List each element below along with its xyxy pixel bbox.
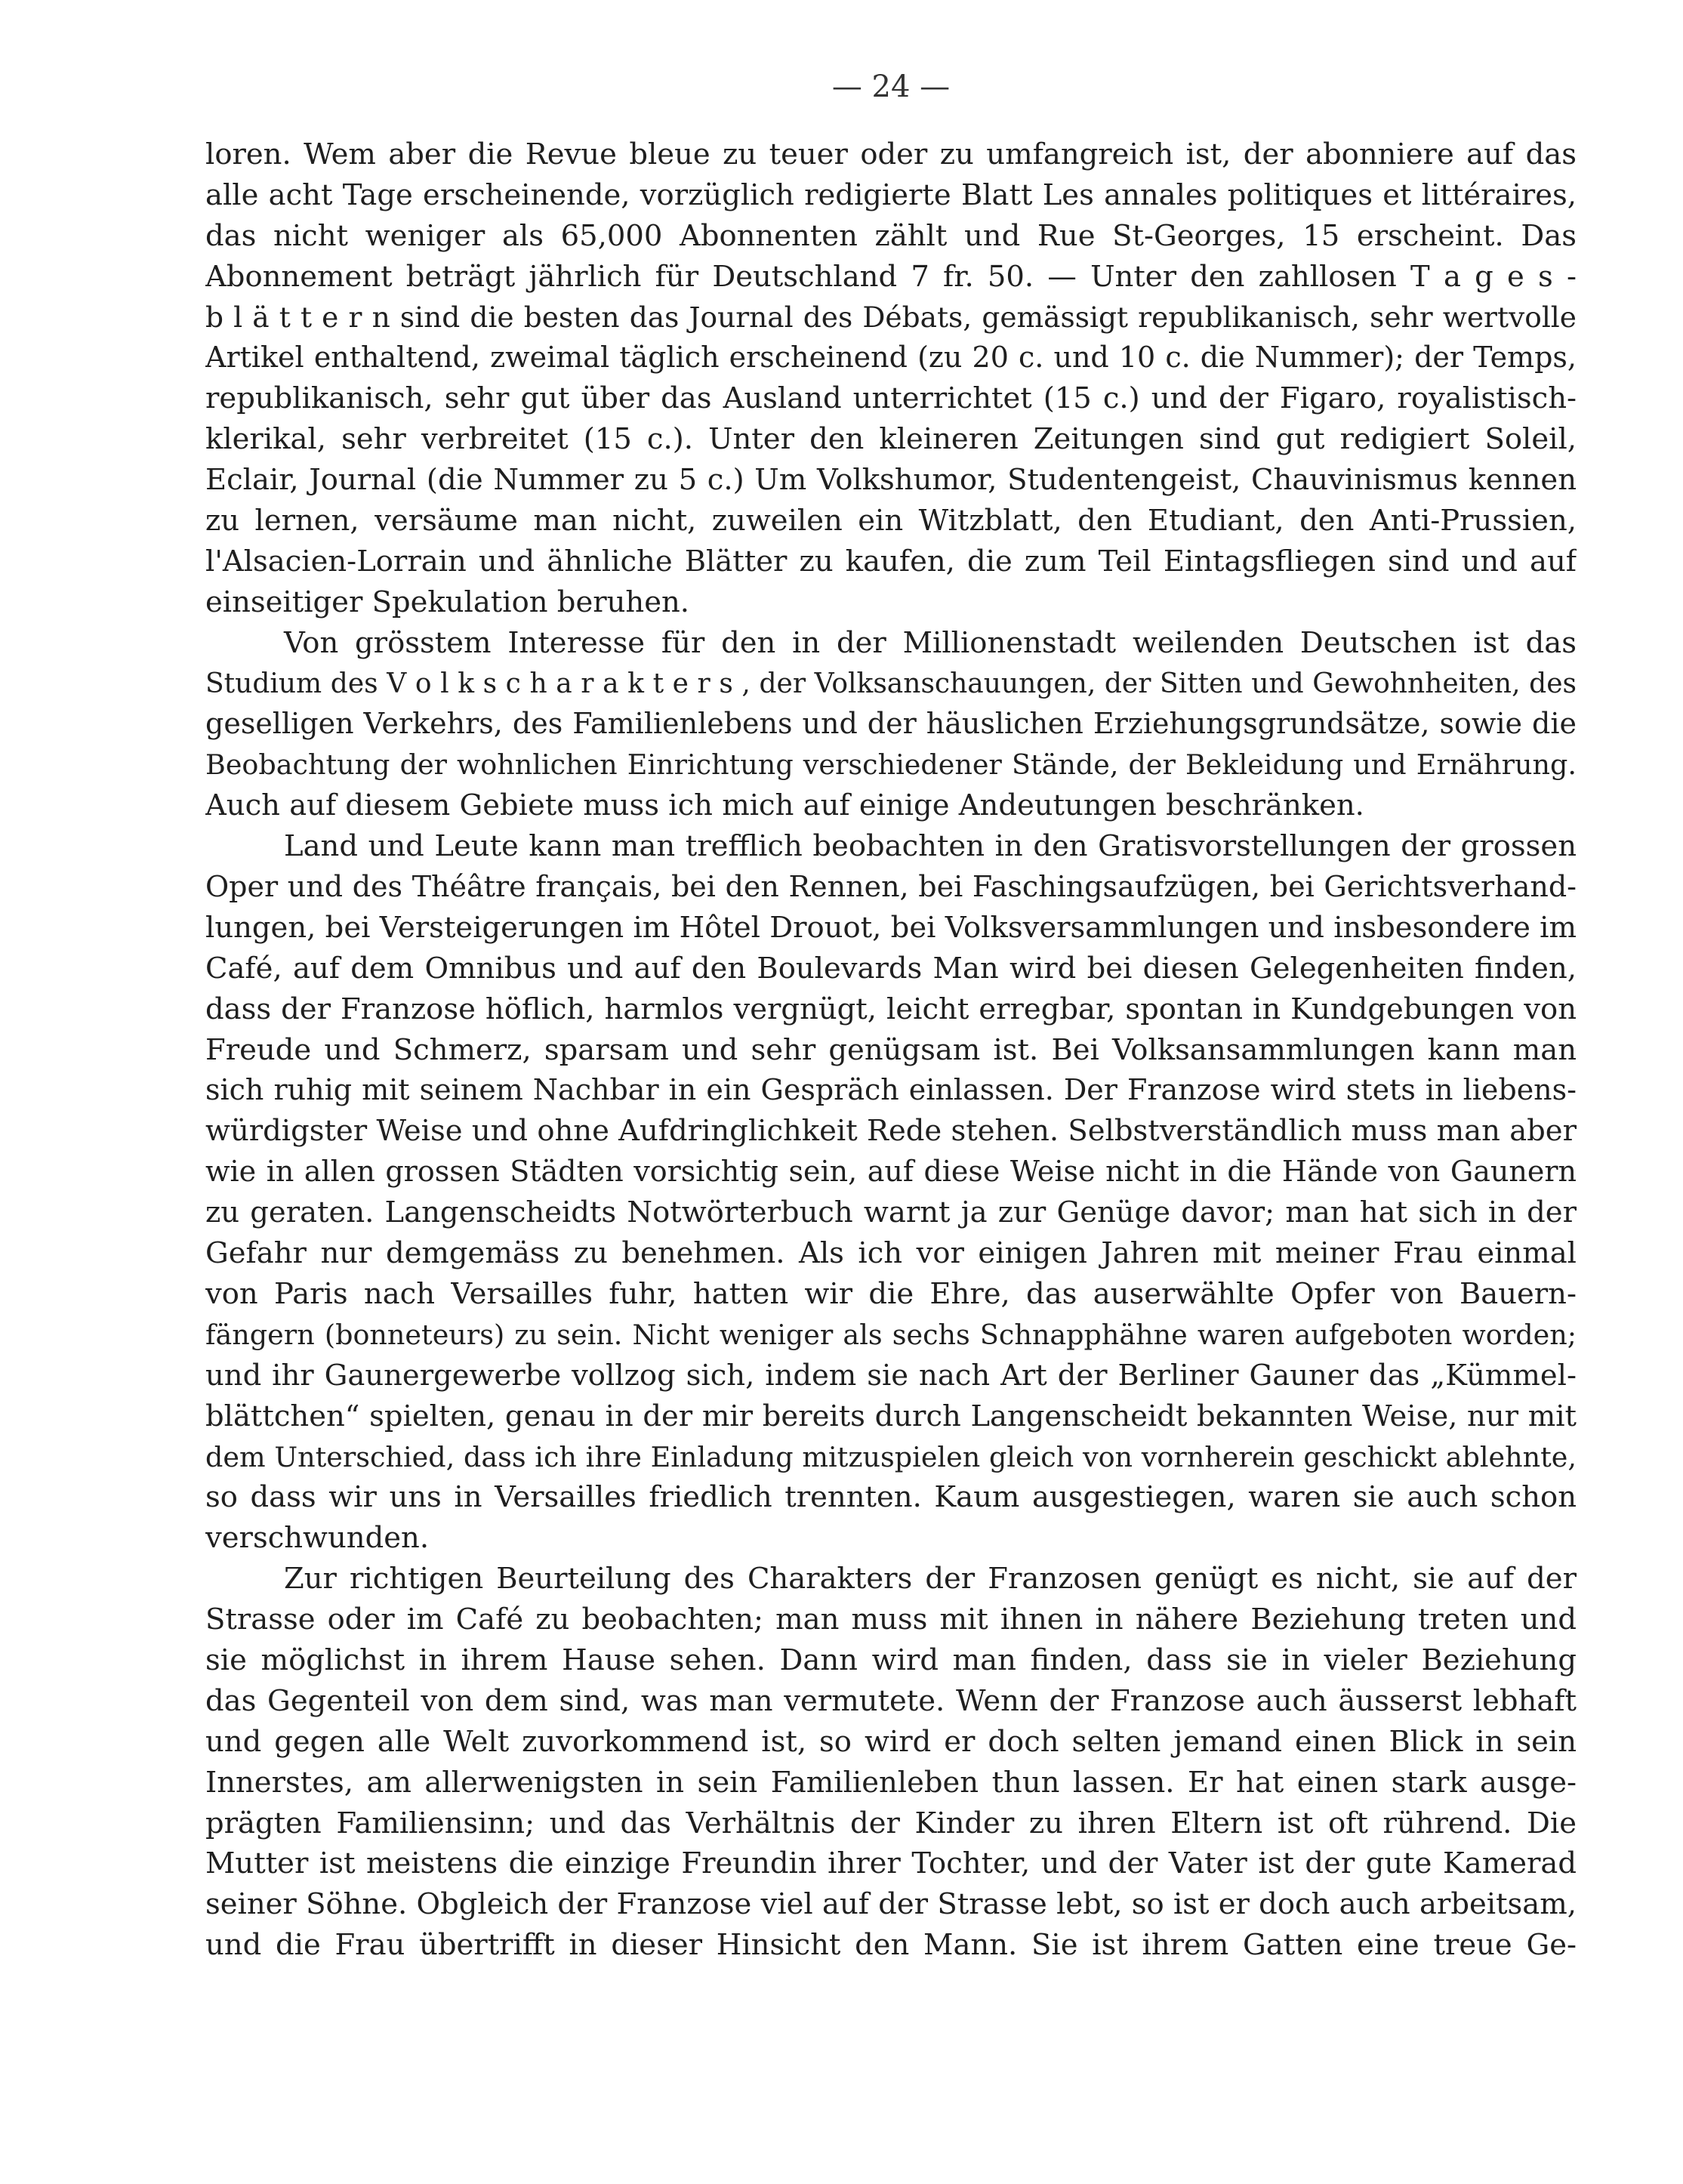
text-line: sie möglichst in ihrem Hause sehen. Dann wird man finden, dass sie in vieler Beziehung	[205, 1643, 1577, 1677]
text-line: von Paris nach Versailles fuhr, hatten wir die Ehre, das auserwählte Opfer von Bauern-	[205, 1276, 1577, 1311]
text-line: blättchen“ spielten, genau in der mir bereits durch Langenscheidt bekannten Weise, nur mit	[205, 1399, 1577, 1433]
text-line: Gefahr nur demgemäss zu benehmen. Als ich vor einigen Jahren mit meiner Frau einmal	[205, 1236, 1577, 1271]
text-line: Mutter ist meistens die einzige Freundin ihrer Tochter, und der Vater ist der gute Kamerad	[205, 1846, 1577, 1881]
text-line: zu geraten. Langenscheidts Notwörterbuch warnt ja zur Genüge davor; man hat sich in der	[205, 1195, 1577, 1230]
text-line: geselligen Verkehrs, des Familienlebens und der häuslichen Erziehungsgrundsätze, sowie die	[205, 707, 1577, 741]
text-line: Abonnement beträgt jährlich für Deutschland 7 fr. 50. — Unter den zahllosen T a g e s -	[205, 259, 1577, 294]
body-text	[205, 134, 1577, 1966]
text-line: seiner Söhne. Obgleich der Franzose viel auf der Strasse lebt, so ist er doch auch arbeitsam,	[205, 1887, 1577, 1922]
text-line: Beobachtung der wohnlichen Einrichtung verschiedener Stände, der Bekleidung und Ernährung.	[205, 748, 1577, 782]
text-line: Artikel enthaltend, zweimal täglich erscheinend (zu 20 c. und 10 c. die Nummer); der Temps,	[205, 341, 1577, 375]
text-line: und die Frau übertrifft in dieser Hinsicht den Mann. Sie ist ihrem Gatten eine treue Ge-	[205, 1928, 1577, 1963]
text-line: Land und Leute kann man trefflich beobachten in den Gratisvorstellungen der grossen	[284, 829, 1577, 864]
text-line: Auch auf diesem Gebiete muss ich mich auf einige Andeutungen beschränken.	[205, 788, 1364, 823]
page-number: — 24 —	[831, 69, 951, 104]
text-line: das Gegenteil von dem sind, was man vermutete. Wenn der Franzose auch äusserst lebhaft	[205, 1683, 1577, 1718]
text-line: so dass wir uns in Versailles friedlich trennten. Kaum ausgestiegen, waren sie auch schon	[205, 1480, 1577, 1515]
text-line: l'Alsacien-Lorrain und ähnliche Blätter zu kaufen, die zum Teil Eintagsfliegen sind und auf	[205, 544, 1577, 578]
text-line: Freude und Schmerz, sparsam und sehr genügsam ist. Bei Volksansammlungen kann man	[205, 1032, 1577, 1067]
book-page	[205, 0, 1577, 2184]
text-line: prägten Familiensinn; und das Verhältnis der Kinder zu ihren Eltern ist oft rührend. Die	[205, 1806, 1577, 1840]
text-line: b l ä t t e r n sind die besten das Journal des Débats, gemässigt republikanisch, sehr wertvolle	[205, 300, 1577, 334]
text-line: das nicht weniger als 65,000 Abonnenten zählt und Rue St-Georges, 15 erscheint. Das	[205, 218, 1577, 253]
text-line: zu lernen, versäume man nicht, zuweilen ein Witzblatt, den Etudiant, den Anti-Prussien,	[205, 504, 1577, 538]
text-line: einseitiger Spekulation beruhen.	[205, 585, 690, 619]
text-line: Oper und des Théâtre français, bei den Rennen, bei Faschingsaufzügen, bei Gerichtsverhand-	[205, 870, 1577, 904]
text-line: Von grösstem Interesse für den in der Millionenstadt weilenden Deutschen ist das	[284, 625, 1577, 660]
text-line: Zur richtigen Beurteilung des Charakters der Franzosen genügt es nicht, sie auf der	[284, 1562, 1577, 1596]
text-line: Innerstes, am allerwenigsten in sein Familienleben thun lassen. Er hat einen stark ausge-	[205, 1765, 1577, 1800]
text-line: dem Unterschied, dass ich ihre Einladung mitzuspielen gleich von vornherein geschickt ablehnte,	[205, 1440, 1577, 1473]
text-line: und gegen alle Welt zuvorkommend ist, so wird er doch selten jemand einen Blick in sein	[205, 1724, 1577, 1759]
text-line: und ihr Gaunergewerbe vollzog sich, indem sie nach Art der Berliner Gauner das „Kümmel-	[205, 1358, 1577, 1393]
text-line: loren. Wem aber die Revue bleue zu teuer oder zu umfangreich ist, der abonniere auf das	[205, 137, 1577, 171]
text-line: Strasse oder im Café zu beobachten; man muss mit ihnen in nähere Beziehung treten und	[205, 1603, 1577, 1637]
text-line: Eclair, Journal (die Nummer zu 5 c.) Um Volkshumor, Studentengeist, Chauvinismus kennen	[205, 463, 1577, 498]
text-line: dass der Franzose höflich, harmlos vergnügt, leicht erregbar, spontan in Kundgebungen von	[205, 992, 1577, 1026]
text-line: klerikal, sehr verbreitet (15 c.). Unter den kleineren Zeitungen sind gut redigiert Soleil,	[205, 422, 1577, 457]
text-line: wie in allen grossen Städten vorsichtig sein, auf diese Weise nicht in die Hände von Gaunern	[205, 1155, 1577, 1189]
text-line: Studium des V o l k s c h a r a k t e r s , der Volksanschauungen, der Sitten und Gewohnheiten, des	[205, 668, 1577, 699]
text-line: alle acht Tage erscheinende, vorzüglich redigierte Blatt Les annales politiques et littéraires,	[205, 177, 1577, 212]
text-line: sich ruhig mit seinem Nachbar in ein Gespräch einlassen. Der Franzose wird stets in liebens-	[205, 1073, 1577, 1107]
text-line: fängern (bonneteurs) zu sein. Nicht weniger als sechs Schnapphähne waren aufgeboten worden;	[205, 1318, 1577, 1351]
text-line: lungen, bei Versteigerungen im Hôtel Drouot, bei Volksversammlungen und insbesondere im	[205, 910, 1577, 945]
text-line: würdigster Weise und ohne Aufdringlichkeit Rede stehen. Selbstverständlich muss man aber	[205, 1114, 1577, 1149]
text-line: Café, auf dem Omnibus und auf den Boulevards Man wird bei diesen Gelegenheiten finden,	[205, 951, 1577, 986]
text-line: republikanisch, sehr gut über das Ausland unterrichtet (15 c.) und der Figaro, royalistisch-	[205, 381, 1577, 416]
text-line: verschwunden.	[205, 1521, 430, 1556]
